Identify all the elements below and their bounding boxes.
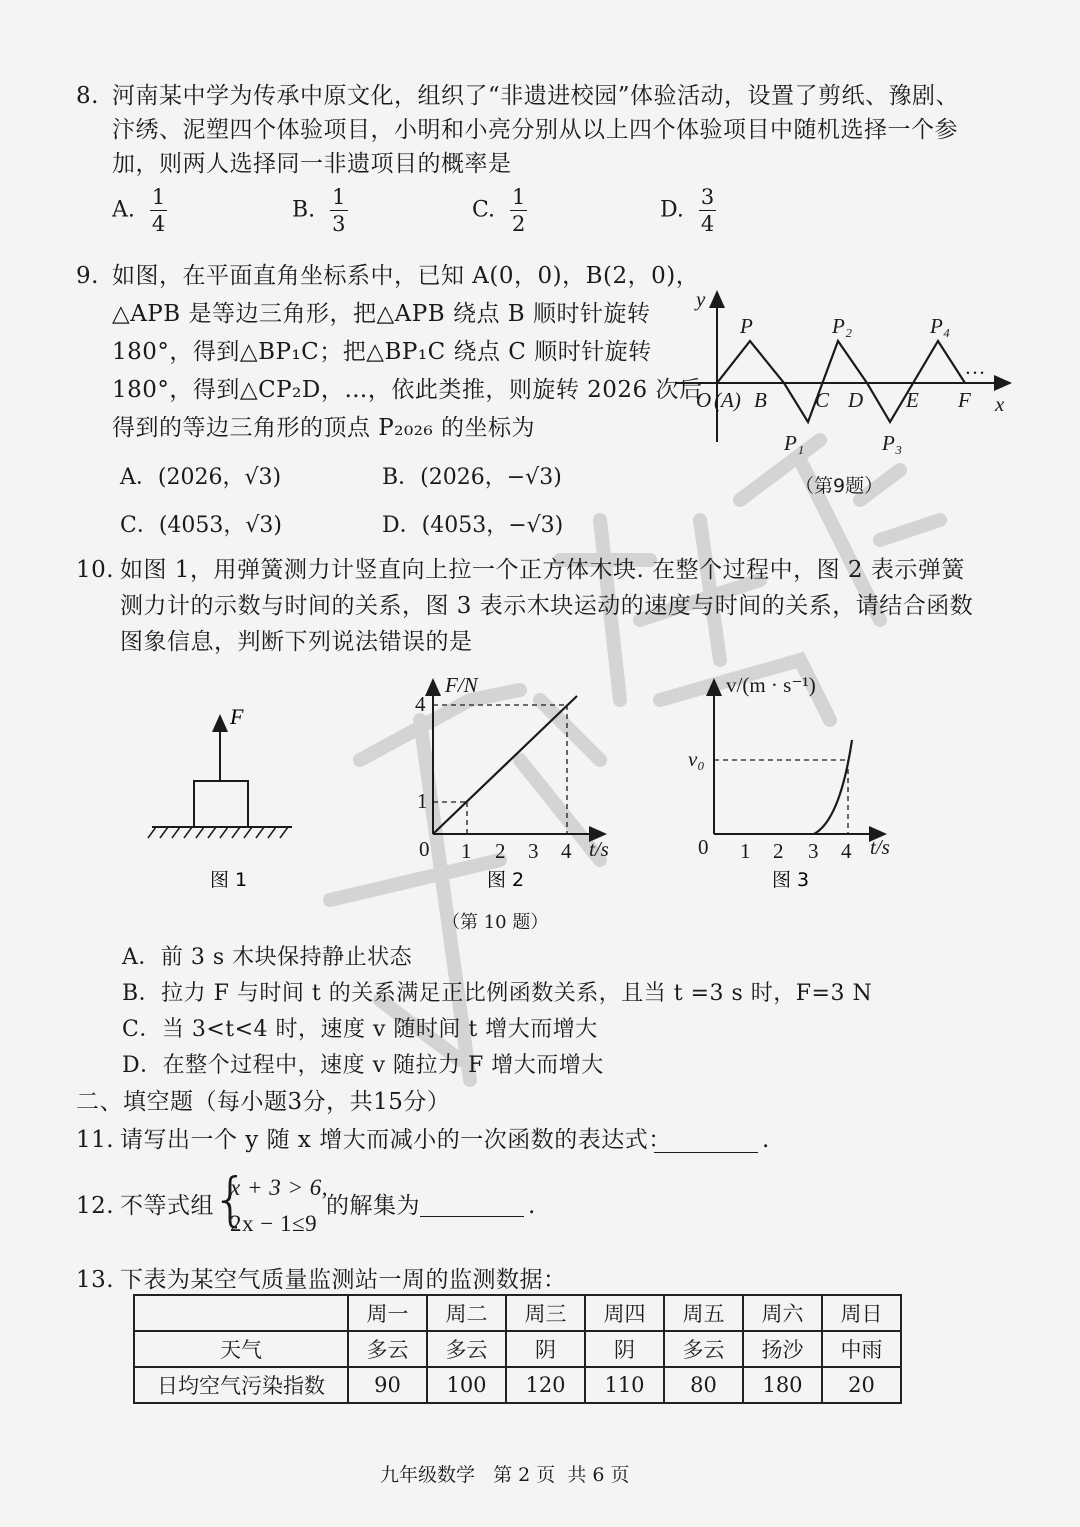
q9-label-ellipsis: … bbox=[966, 355, 985, 379]
q9-label-e: E bbox=[906, 388, 919, 412]
q13-text: 下表为某空气质量监测站一周的监测数据： bbox=[120, 1267, 567, 1293]
q10-fig2-xtick-1: 1 bbox=[461, 839, 472, 863]
q10-fig1-caption: 图 1 bbox=[210, 869, 248, 891]
q12-brace: { bbox=[212, 1165, 249, 1233]
q12-text: 不等式组 bbox=[120, 1193, 214, 1219]
q10-fig3-guides bbox=[714, 760, 848, 834]
q10-fig2-xlabel: t/s bbox=[589, 837, 609, 861]
table-cell: 中雨 bbox=[822, 1331, 901, 1367]
table-row-label: 日均空气污染指数 bbox=[134, 1367, 348, 1403]
q9-line5: 得到的等边三角形的顶点 P₂₀₂₆ 的坐标为 bbox=[112, 415, 535, 441]
q10-fig2-xtick-0: 0 bbox=[419, 837, 430, 861]
q12-answer-blank[interactable] bbox=[420, 1190, 524, 1217]
q9-option-a: A．(2026，√3) bbox=[120, 465, 282, 490]
q8-option-d-fraction: $\frac{3}{4}$ bbox=[700, 185, 715, 236]
q10-fig3-xtick-1: 1 bbox=[740, 839, 751, 863]
q10-fig2-xtick-2: 2 bbox=[495, 839, 506, 863]
q10-fig2 bbox=[405, 668, 635, 898]
q12-number: 12. bbox=[76, 1193, 115, 1219]
table-header-day: 周二 bbox=[427, 1295, 506, 1331]
q10-fig2-ylabel: F/N bbox=[445, 673, 478, 697]
q9-label-b: B bbox=[754, 388, 767, 412]
q10-fig3-xtick-4: 4 bbox=[841, 839, 852, 863]
table-cell: 90 bbox=[348, 1367, 427, 1403]
q10-number: 10. bbox=[76, 557, 115, 583]
q9-label-y: y bbox=[696, 287, 706, 311]
q10-fig1-force-label: F bbox=[230, 704, 244, 729]
table-cell: 扬沙 bbox=[743, 1331, 822, 1367]
section-2-heading: 二、填空题（每小题3分，共15分） bbox=[76, 1089, 451, 1115]
q10-option-b: B．拉力 F 与时间 t 的关系满足正比例函数关系，且当 t =3 s 时，F=3 N bbox=[122, 981, 873, 1006]
q8-line2: 汴绣、泥塑四个体验项目，小明和小亮分别从以上四个体验项目中随机选择一个参 bbox=[112, 117, 958, 143]
q10-line1: 如图 1，用弹簧测力计竖直向上拉一个正方体木块. 在整个过程中，图 2 表示弹簧 bbox=[120, 557, 965, 583]
q10-fig1-block bbox=[194, 781, 248, 827]
q9-label-f: F bbox=[958, 388, 971, 412]
q8-option-c: C. $\frac{1}{2}$ bbox=[472, 185, 526, 236]
q10-fig2-caption: 图 2 bbox=[487, 869, 525, 891]
q11-number: 11. bbox=[76, 1127, 115, 1153]
q11-text: 请写出一个 y 随 x 增大而减小的一次函数的表达式： bbox=[120, 1127, 672, 1153]
table-header-day: 周一 bbox=[348, 1295, 427, 1331]
q9-number: 9. bbox=[76, 263, 99, 289]
q10-fig3-xtick-2: 2 bbox=[773, 839, 784, 863]
q9-label-c: C bbox=[815, 388, 830, 412]
q8-number: 8. bbox=[76, 83, 99, 109]
table-header-day: 周五 bbox=[664, 1295, 743, 1331]
q9-line2: △APB 是等边三角形，把△APB 绕点 B 顺时针旋转 bbox=[112, 301, 651, 327]
q8-option-b-fraction: $\frac{1}{3}$ bbox=[332, 185, 346, 236]
table-cell: 20 bbox=[822, 1367, 901, 1403]
table-cell: 180 bbox=[743, 1367, 822, 1403]
q9-figure bbox=[660, 280, 1020, 510]
q9-option-c: C．(4053，√3) bbox=[120, 513, 283, 538]
table-row bbox=[134, 1367, 901, 1403]
table-cell: 阴 bbox=[585, 1331, 664, 1367]
page-footer: 九年级数学 第 2 页 共 6 页 bbox=[380, 1464, 630, 1486]
table-cell: 120 bbox=[506, 1367, 585, 1403]
q12-ineq2: 2x − 1≤9 bbox=[230, 1211, 318, 1236]
q10-fig3-caption: 图 3 bbox=[772, 869, 810, 891]
table-row bbox=[134, 1331, 901, 1367]
table-cell: 多云 bbox=[348, 1331, 427, 1367]
q10-fig3-curve bbox=[814, 740, 852, 834]
table-cell: 110 bbox=[585, 1367, 664, 1403]
q11-end: . bbox=[762, 1127, 770, 1153]
q9-label-p1: P₁ bbox=[784, 431, 805, 455]
q10-fig1-hatch bbox=[148, 827, 288, 838]
table-row-label: 天气 bbox=[134, 1331, 348, 1367]
q9-line3: 180°，得到△BP₁C；把△BP₁C 绕点 C 顺时针旋转 bbox=[112, 339, 652, 365]
q8-option-c-fraction: $\frac{1}{2}$ bbox=[512, 185, 526, 236]
table-header-day: 周三 bbox=[506, 1295, 585, 1331]
q10-fig2-ytick-1: 1 bbox=[417, 789, 428, 813]
q9-option-b: B．(2026，−√3) bbox=[382, 465, 562, 490]
q9-label-p: P bbox=[740, 314, 753, 338]
q10-fig2-xtick-3: 3 bbox=[528, 839, 539, 863]
table-cell: 多云 bbox=[427, 1331, 506, 1367]
q12-end: . bbox=[528, 1193, 536, 1219]
q10-option-c: C．当 3<t<4 时，速度 v 随时间 t 增大而增大 bbox=[122, 1017, 598, 1042]
q10-option-a: A．前 3 s 木块保持静止状态 bbox=[122, 945, 413, 970]
q8-option-d: D. $\frac{3}{4}$ bbox=[660, 185, 715, 236]
q8-option-a-fraction: $\frac{1}{4}$ bbox=[151, 185, 166, 236]
q12-ineq1: x + 3 > 6, bbox=[230, 1175, 328, 1200]
q10-fig3-xtick-3: 3 bbox=[808, 839, 819, 863]
q9-label-d: D bbox=[848, 388, 864, 412]
q8-option-b: B. $\frac{1}{3}$ bbox=[292, 185, 346, 236]
q13-table bbox=[133, 1294, 902, 1404]
table-cell: 100 bbox=[427, 1367, 506, 1403]
table-cell: 阴 bbox=[506, 1331, 585, 1367]
q8-option-a: A. $\frac{1}{4}$ bbox=[112, 185, 166, 236]
q9-label-p4: P₄ bbox=[930, 314, 951, 338]
q9-label-x: x bbox=[995, 392, 1005, 416]
table-row bbox=[134, 1295, 901, 1331]
table-cell-empty bbox=[134, 1295, 348, 1331]
q10-fig3-xlabel: t/s bbox=[870, 835, 890, 859]
table-header-day: 周六 bbox=[743, 1295, 822, 1331]
q10-fig1 bbox=[140, 700, 310, 900]
q10-line2: 测力计的示数与时间的关系，图 3 表示木块运动的速度与时间的关系，请结合函数 bbox=[120, 593, 974, 619]
q10-fig2-line bbox=[433, 696, 577, 834]
q13-number: 13. bbox=[76, 1267, 115, 1293]
table-header-day: 周日 bbox=[822, 1295, 901, 1331]
q12-tail: 的解集为 bbox=[326, 1193, 420, 1219]
table-cell: 多云 bbox=[664, 1331, 743, 1367]
q10-line3: 图象信息，判断下列说法错误的是 bbox=[120, 629, 473, 655]
q10-fig2-ytick-4: 4 bbox=[415, 692, 426, 716]
q11-answer-blank[interactable] bbox=[654, 1126, 758, 1153]
q9-caption: （第9题） bbox=[795, 475, 884, 497]
q8-line3: 加，则两人选择同一非遗项目的概率是 bbox=[112, 151, 512, 177]
q10-fig3-ylabel: v/(m · s⁻¹) bbox=[726, 673, 816, 697]
q9-line4: 180°，得到△CP₂D，…，依此类推，则旋转 2026 次后 bbox=[112, 377, 703, 403]
q8-line1: 河南某中学为传承中原文化，组织了“非遗进校园”体验活动，设置了剪纸、豫剧、 bbox=[112, 83, 960, 109]
q9-option-d: D．(4053，−√3) bbox=[382, 513, 564, 538]
q9-label-p2: P₂ bbox=[832, 314, 853, 338]
q9-line1: 如图，在平面直角坐标系中，已知 A(0，0)，B(2，0)， bbox=[112, 263, 700, 289]
table-header-day: 周四 bbox=[585, 1295, 664, 1331]
q10-caption: （第 10 题） bbox=[442, 912, 549, 933]
q10-fig2-xtick-4: 4 bbox=[561, 839, 572, 863]
q9-label-p3: P₃ bbox=[882, 431, 903, 455]
q10-fig3-ytick-v0: v₀ bbox=[688, 747, 705, 771]
q10-fig3-xtick-0: 0 bbox=[698, 835, 709, 859]
q10-option-d: D．在整个过程中，速度 v 随拉力 F 增大而增大 bbox=[122, 1053, 604, 1078]
q9-label-a: (A) bbox=[714, 388, 741, 412]
q10-fig3 bbox=[680, 668, 920, 898]
q9-label-o: O bbox=[696, 388, 712, 412]
table-cell: 80 bbox=[664, 1367, 743, 1403]
